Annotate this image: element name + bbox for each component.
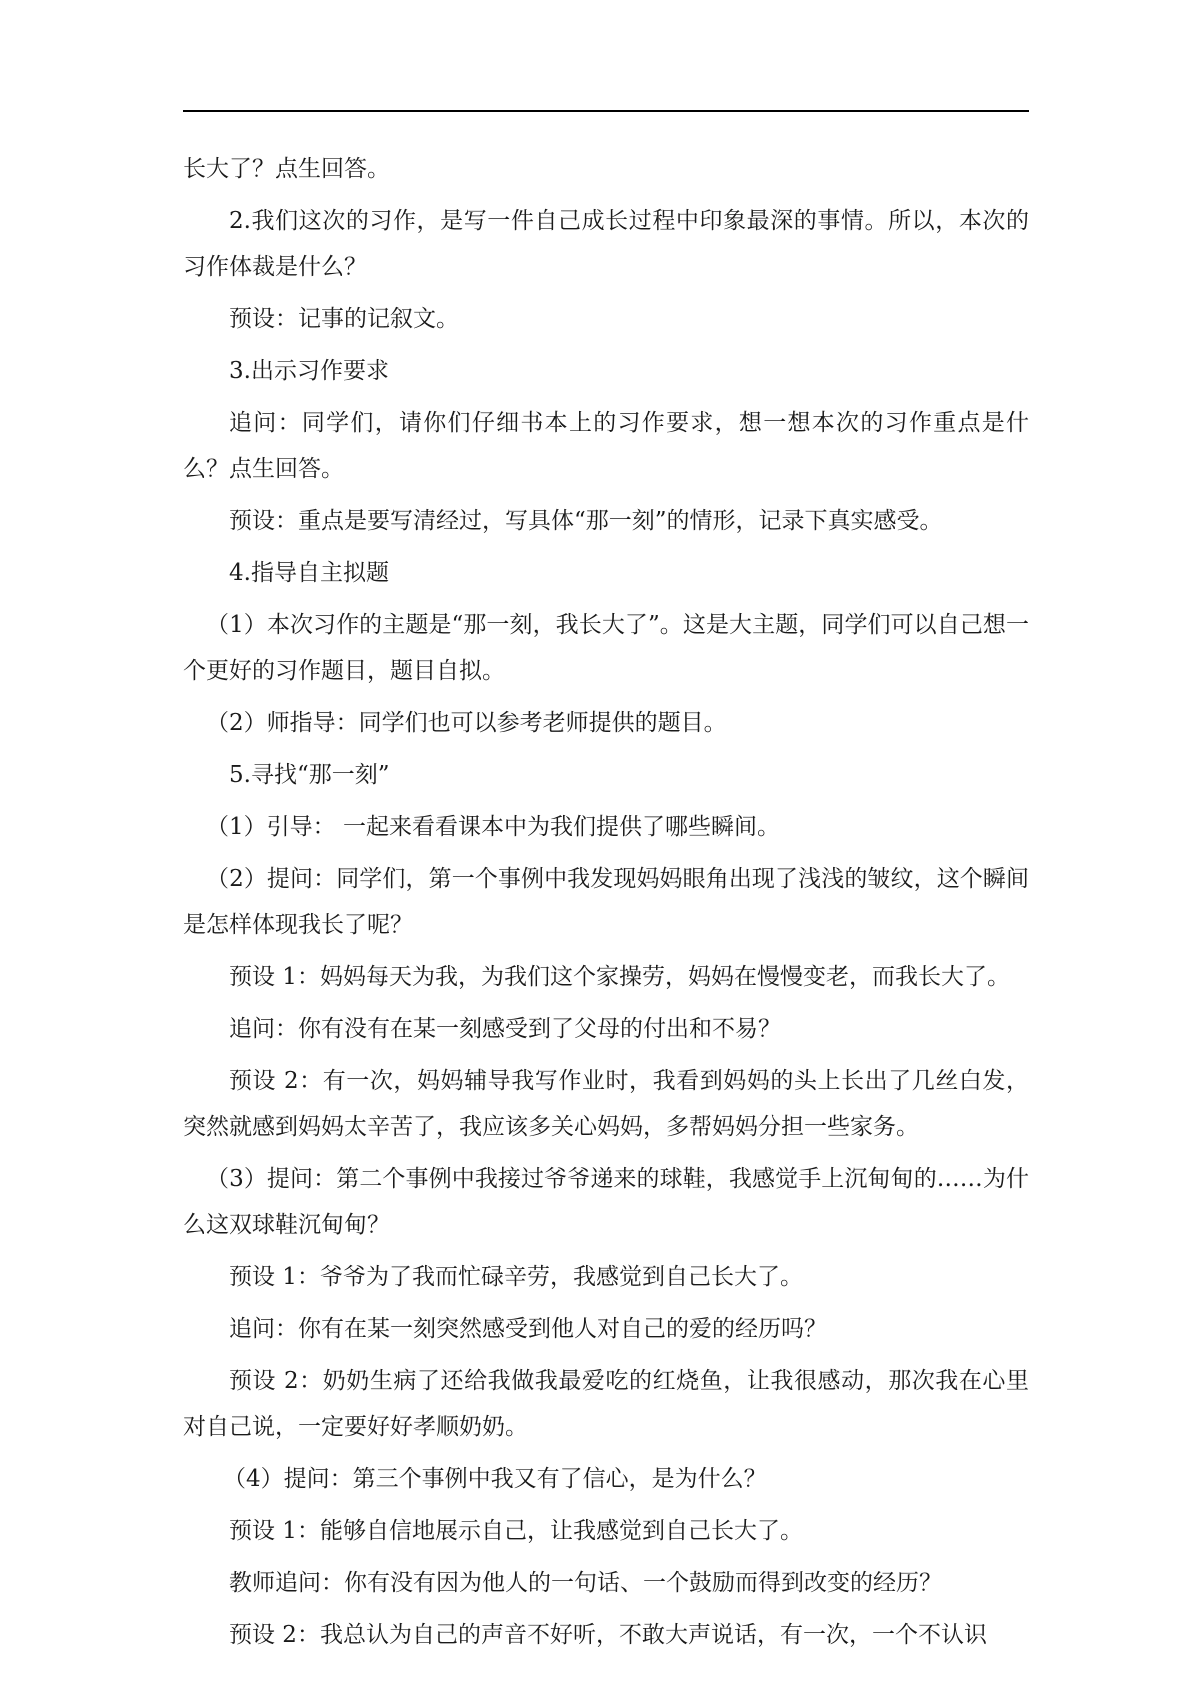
- paragraph: 长大了？点生回答。: [183, 156, 390, 182]
- paragraph: （2）提问：同学们，第一个事例中我发现妈妈眼角出现了浅浅的皱纹，这个瞬间是怎样体现我长了呢？: [183, 866, 1029, 938]
- document-body: [183, 146, 1029, 1664]
- paragraph: 预设 1：爷爷为了我而忙碌辛劳，我感觉到自己长大了。: [229, 1264, 803, 1290]
- paragraph: （2）师指导：同学们也可以参考老师提供的题目。: [206, 710, 727, 736]
- paragraph: 5.寻找“那一刻”: [229, 762, 390, 788]
- paragraph: 预设 1：妈妈每天为我，为我们这个家操劳，妈妈在慢慢变老，而我长大了。: [229, 964, 1010, 990]
- paragraph: 追问：同学们，请你们仔细书本上的习作要求，想一想本次的习作重点是什么？点生回答。: [183, 410, 1029, 482]
- paragraph: 追问：你有没有在某一刻感受到了父母的付出和不易？: [229, 1016, 781, 1042]
- paragraph: 预设 2：有一次，妈妈辅导我写作业时，我看到妈妈的头上长出了几丝白发，突然就感到妈妈太辛苦了，我应该多关心妈妈，多帮妈妈分担一些家务。: [183, 1068, 1029, 1140]
- paragraph: 预设 2：我总认为自己的声音不好听，不敢大声说话，有一次，一个不认识: [229, 1622, 987, 1648]
- paragraph: 3.出示习作要求: [229, 358, 389, 384]
- paragraph: 预设：记事的记叙文。: [229, 306, 459, 332]
- paragraph: 追问：你有在某一刻突然感受到他人对自己的爱的经历吗？: [229, 1316, 827, 1342]
- paragraph: （1）本次习作的主题是“那一刻，我长大了”。这是大主题，同学们可以自己想一个更好的习作题目，题目自拟。: [183, 612, 1029, 684]
- paragraph: （4）提问：第三个事例中我又有了信心，是为什么？: [223, 1466, 767, 1492]
- header-rule: [183, 110, 1029, 112]
- paragraph: 4.指导自主拟题: [229, 560, 389, 586]
- paragraph: 2.我们这次的习作，是写一件自己成长过程中印象最深的事情。所以，本次的习作体裁是什么？: [183, 208, 1029, 280]
- paragraph: 预设：重点是要写清经过，写具体“那一刻”的情形，记录下真实感受。: [229, 508, 943, 534]
- paragraph: （3）提问：第二个事例中我接过爷爷递来的球鞋，我感觉手上沉甸甸的……为什么这双球鞋沉甸甸？: [183, 1166, 1029, 1238]
- paragraph: 预设 1：能够自信地展示自己，让我感觉到自己长大了。: [229, 1518, 803, 1544]
- paragraph: 教师追问：你有没有因为他人的一句话、一个鼓励而得到改变的经历？: [229, 1570, 942, 1596]
- paragraph: 预设 2：奶奶生病了还给我做我最爱吃的红烧鱼，让我很感动，那次我在心里对自己说，一定要好好孝顺奶奶。: [183, 1368, 1029, 1440]
- paragraph: （1）引导： 一起来看看课本中为我们提供了哪些瞬间。: [206, 814, 780, 840]
